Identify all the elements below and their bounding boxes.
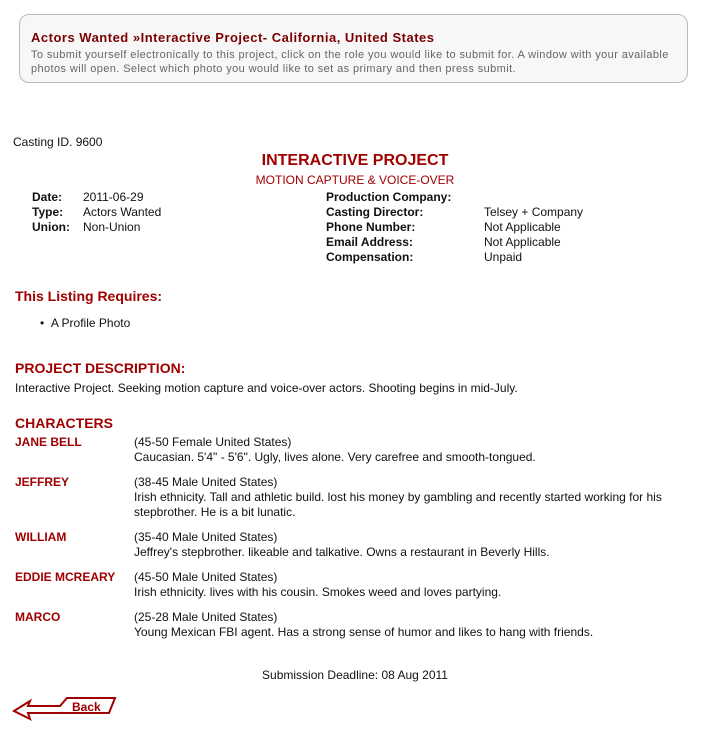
detail-row [326,235,561,249]
detail-row [32,220,141,234]
character-desc: Irish ethnicity. Tall and athletic build. lost his money by gambling and recently started working for his stepbrother. He is a bit lunatic. [134,490,662,519]
project-subtitle: MOTION CAPTURE & VOICE-OVER [255,173,455,187]
description-text: Interactive Project. Seeking motion capture and voice-over actors. Shooting begins in mid-July. [15,381,518,395]
character-info [134,435,694,465]
detail-label: Date: [32,190,63,204]
character-desc: Young Mexican FBI agent. Has a strong sense of humor and likes to hang with friends. [134,625,594,639]
character-name-link[interactable]: EDDIE MCREARY [15,570,116,584]
detail-row [32,190,144,204]
character-meta: (45-50 Male United States) [134,570,278,584]
character-name-link[interactable]: JEFFREY [15,475,70,489]
requires-item-text: A Profile Photo [50,316,131,330]
character-meta: (25-28 Male United States) [134,610,278,624]
character-meta: (35-40 Male United States) [134,530,278,544]
back-label: Back [72,700,101,714]
detail-row [326,250,523,264]
character-meta: (45-50 Female United States) [134,435,292,449]
character-desc: Caucasian. 5'4" - 5'6". Ugly, lives alone. Very carefree and smooth-tongued. [134,450,536,464]
detail-value: Non-Union [83,220,141,234]
detail-row [326,190,451,204]
character-info [134,570,694,600]
detail-row [32,205,162,219]
detail-label: Union: [32,220,70,234]
description-heading: PROJECT DESCRIPTION: [15,360,186,376]
character-desc: Irish ethnicity. lives with his cousin. Smokes weed and loves partying. [134,585,502,599]
detail-value: 2011-06-29 [83,190,144,204]
detail-value: Not Applicable [484,220,561,234]
character-name-link[interactable]: WILLIAM [15,530,67,544]
character-info [134,475,694,520]
detail-label: Phone Number: [326,220,416,234]
character-meta: (38-45 Male United States) [134,475,278,489]
character-info [134,610,694,640]
instructions-panel [19,14,688,83]
detail-label: Casting Director: [326,205,424,219]
project-title: INTERACTIVE PROJECT [261,152,449,169]
detail-label: Type: [32,205,64,219]
characters-heading: CHARACTERS [15,415,113,431]
detail-label: Production Company: [326,190,452,204]
detail-label: Email Address: [326,235,413,249]
detail-value: Unpaid [484,250,523,264]
submission-deadline: Submission Deadline: 08 Aug 2011 [262,668,448,682]
casting-id: Casting ID. 9600 [13,135,103,149]
back-arrow-icon [12,696,118,722]
requires-item: • A Profile Photo [40,316,131,330]
detail-row [326,220,561,234]
page-title: Actors Wanted »Interactive Project- California, United States [31,30,435,45]
character-name-link[interactable]: JANE BELL [15,435,82,449]
detail-label: Compensation: [326,250,414,264]
detail-value: Actors Wanted [83,205,162,219]
detail-value: Not Applicable [484,235,561,249]
character-info [134,530,694,560]
detail-value: Telsey + Company [484,205,584,219]
character-name-link[interactable]: MARCO [15,610,61,624]
instructions-text: To submit yourself electronically to this project, click on the role you would like to submit for. A window with your available photos will open. Select which photo you would like to set as primary and then press submit. [31,49,669,75]
requires-heading: This Listing Requires: [15,288,163,304]
character-desc: Jeffrey's stepbrother. likeable and talkative. Owns a restaurant in Beverly Hills. [134,545,550,559]
back-button[interactable] [12,696,118,722]
detail-row [326,205,584,219]
